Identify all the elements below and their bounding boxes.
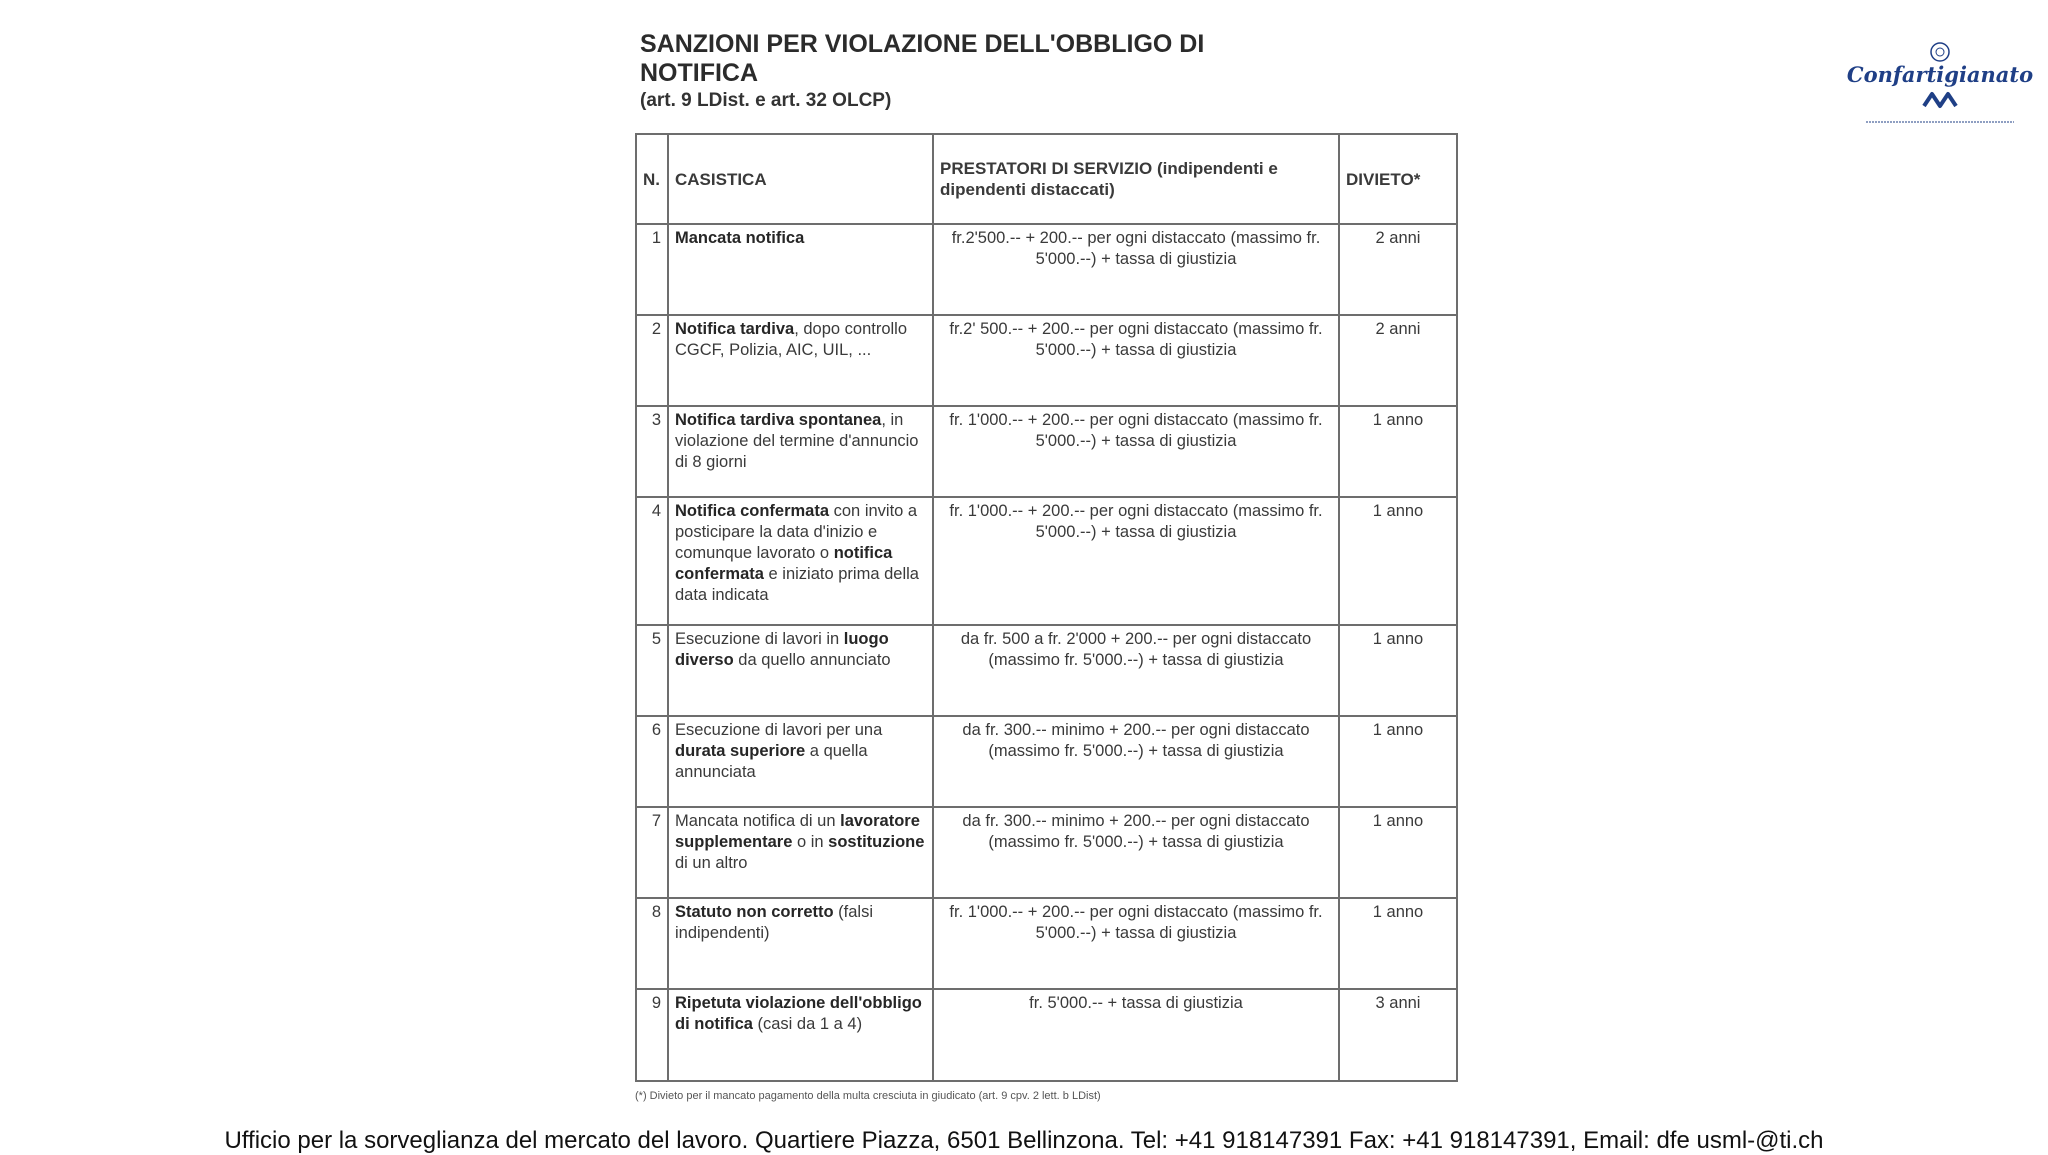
row-case	[668, 315, 933, 406]
table-row	[636, 315, 1457, 406]
row-number: 8	[636, 898, 668, 989]
row-case	[668, 807, 933, 898]
row-ban: 1 anno	[1339, 807, 1457, 898]
case-text: Esecuzione di lavori per una	[675, 721, 883, 739]
header-ban: DIVIETO*	[1339, 134, 1457, 224]
row-number: 7	[636, 807, 668, 898]
row-number: 4	[636, 497, 668, 625]
row-sanction: fr. 5'000.-- + tassa di giustizia	[933, 989, 1339, 1081]
page-footer: Ufficio per la sorveglianza del mercato del lavoro. Quartiere Piazza, 6501 Bellinzona. Tel: +41 918147391 Fax: +41 918147391, Email: dfe usml-@ti.ch	[224, 1127, 1824, 1154]
row-sanction: fr. 1'000.-- + 200.-- per ogni distaccato (massimo fr. 5'000.--) + tassa di giustizia	[933, 406, 1339, 497]
row-case	[668, 716, 933, 807]
case-bold: notifica confermata	[675, 544, 893, 583]
case-bold: Mancata notifica	[675, 229, 805, 247]
case-bold: Notifica tardiva spontanea	[675, 411, 882, 429]
case-bold: lavoratore supplementare	[675, 812, 920, 851]
table-row	[636, 224, 1457, 315]
row-case	[668, 497, 933, 625]
case-text: (casi da 1 a 4)	[752, 1015, 863, 1033]
sanctions-table	[635, 133, 1458, 1082]
case-text: , dopo controllo CGCF, Polizia, AIC, UIL, ...	[675, 320, 908, 359]
document-title: SANZIONI PER VIOLAZIONE DELL'OBBLIGO DI NOTIFICA	[640, 30, 1205, 87]
case-bold: durata superiore	[675, 742, 806, 760]
case-bold: Ripetuta violazione dell'obbligo di notifica	[675, 994, 922, 1033]
row-case	[668, 625, 933, 716]
case-text: Esecuzione di lavori in	[675, 630, 844, 648]
case-text: Mancata notifica di un	[675, 812, 841, 830]
row-case	[668, 224, 933, 315]
row-sanction: da fr. 500 a fr. 2'000 + 200.-- per ogni distaccato (massimo fr. 5'000.--) + tassa di giustizia	[933, 625, 1339, 716]
row-number: 9	[636, 989, 668, 1081]
row-case	[668, 989, 933, 1081]
row-sanction: fr. 1'000.-- + 200.-- per ogni distaccato (massimo fr. 5'000.--) + tassa di giustizia	[933, 497, 1339, 625]
row-ban: 1 anno	[1339, 625, 1457, 716]
table-row	[636, 497, 1457, 625]
row-ban: 1 anno	[1339, 406, 1457, 497]
case-text: da quello annunciato	[733, 651, 891, 669]
case-text: (falsi indipendenti)	[675, 903, 873, 942]
row-sanction: da fr. 300.-- minimo + 200.-- per ogni distaccato (massimo fr. 5'000.--) + tassa di giustizia	[933, 716, 1339, 807]
row-sanction: fr. 1'000.-- + 200.-- per ogni distaccato (massimo fr. 5'000.--) + tassa di giustizia	[933, 898, 1339, 989]
document-header	[640, 30, 1460, 112]
logo-wordmark: Confartigianato	[1846, 62, 2034, 87]
case-bold: luogo diverso	[675, 630, 889, 669]
row-number: 5	[636, 625, 668, 716]
row-sanction: fr.2'500.-- + 200.-- per ogni distaccato (massimo fr. 5'000.--) + tassa di giustizia	[933, 224, 1339, 315]
row-case	[668, 406, 933, 497]
table-row	[636, 989, 1457, 1081]
row-ban: 2 anni	[1339, 315, 1457, 406]
header-num: N.	[636, 134, 668, 224]
row-ban: 1 anno	[1339, 497, 1457, 625]
table-row	[636, 406, 1457, 497]
case-text: e iniziato prima della data indicata	[675, 565, 919, 604]
table-row	[636, 625, 1457, 716]
row-ban: 2 anni	[1339, 224, 1457, 315]
table-row	[636, 807, 1457, 898]
table-row	[636, 716, 1457, 807]
row-sanction: da fr. 300.-- minimo + 200.-- per ogni distaccato (massimo fr. 5'000.--) + tassa di giustizia	[933, 807, 1339, 898]
case-text: con invito a posticipare la data d'inizio e comunque lavorato o	[675, 502, 918, 562]
case-text: o in	[792, 833, 829, 851]
document-subtitle: (art. 9 LDist. e art. 32 OLCP)	[640, 90, 892, 111]
case-text: di un altro	[675, 854, 748, 872]
row-sanction: fr.2' 500.-- + 200.-- per ogni distaccato (massimo fr. 5'000.--) + tassa di giustizia	[933, 315, 1339, 406]
row-ban: 1 anno	[1339, 898, 1457, 989]
row-number: 6	[636, 716, 668, 807]
case-bold: Statuto non corretto	[675, 903, 834, 921]
table-header-row	[636, 134, 1457, 224]
case-bold: sostituzione	[828, 833, 925, 851]
table-footnote: (*) Divieto per il mancato pagamento della multa cresciuta in giudicato (art. 9 cpv. 2 lett. b LDist)	[635, 1090, 1101, 1102]
case-text: , in violazione del termine d'annuncio di 8 giorni	[675, 411, 919, 471]
confartigianato-logo	[1846, 40, 2034, 132]
row-number: 1	[636, 224, 668, 315]
confartigianato-logo-icon	[1846, 40, 2034, 132]
table-row	[636, 898, 1457, 989]
row-case	[668, 898, 933, 989]
case-bold: Notifica tardiva	[675, 320, 795, 338]
row-number: 3	[636, 406, 668, 497]
row-ban: 3 anni	[1339, 989, 1457, 1081]
case-bold: Notifica confermata	[675, 502, 830, 520]
row-ban: 1 anno	[1339, 716, 1457, 807]
row-number: 2	[636, 315, 668, 406]
header-case: CASISTICA	[668, 134, 933, 224]
header-providers: PRESTATORI DI SERVIZIO (indipendenti e dipendenti distaccati)	[933, 134, 1339, 224]
case-text: a quella annunciata	[675, 742, 868, 781]
